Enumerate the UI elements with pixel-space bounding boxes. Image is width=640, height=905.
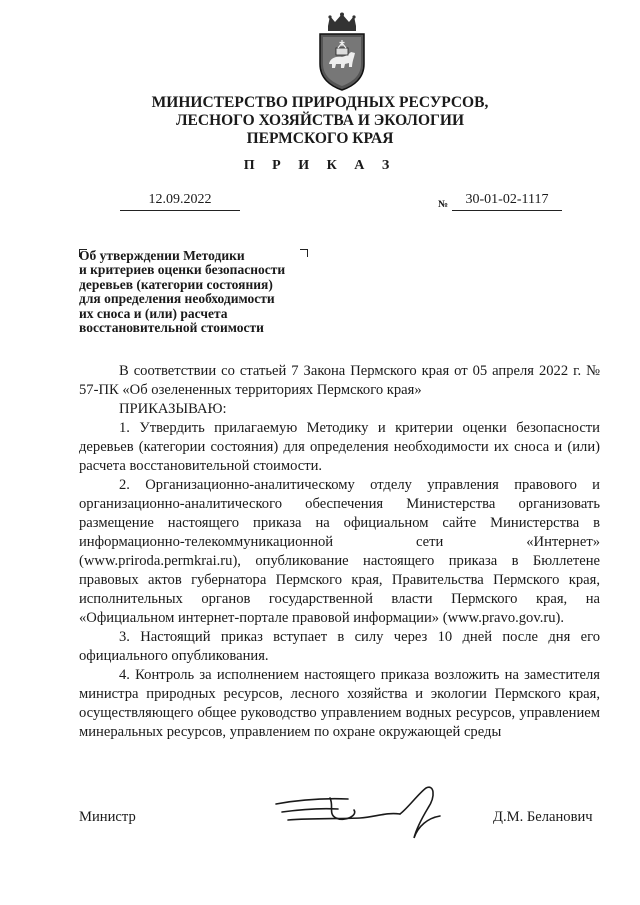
- order-subject: [79, 249, 319, 335]
- order-item: 4. Контроль за исполнением настоящего приказа возложить на заместителя министра природных ресурсов, лесного хозяйства и экологии Пермского края, осуществляющего общее руководство управлением водных ресурсов, управлением минеральных ресурсов, управлением по охране окружающей среды: [79, 667, 600, 740]
- handwritten-signature-icon: [268, 782, 443, 842]
- order-body: [79, 362, 600, 742]
- ministry-name: [0, 94, 640, 148]
- subject-line: деревьев (категории состояния): [79, 276, 273, 292]
- ministry-line: ПЕРМСКОГО КРАЯ: [246, 130, 394, 147]
- order-word: ПРИКАЗЫВАЮ:: [119, 401, 227, 417]
- ministry-line: МИНИСТЕРСТВО ПРИРОДНЫХ РЕСУРСОВ,: [151, 94, 489, 111]
- subject-line: восстановительной стоимости: [79, 320, 264, 336]
- subject-line: Об утверждении Методики: [79, 248, 245, 263]
- signatory-name: Д.М. Беланович: [493, 809, 593, 825]
- preamble-paragraph: В соответствии со статьей 7 Закона Пермского края от 05 апреля 2022 г. № 57-ПК «Об озелененных территориях Пермского края»: [79, 363, 600, 398]
- ministry-line: ЛЕСНОГО ХОЗЯЙСТВА И ЭКОЛОГИИ: [175, 112, 465, 129]
- signatory-title: Министр: [79, 809, 136, 825]
- subject-line: и критериев оценки безопасности: [79, 262, 286, 278]
- order-item: 2. Организационно-аналитическому отделу управления правового и организационно-аналитического обеспечения Министерства организовать размещение настоящего приказа на официальном сайте Министерства в информационно-телекоммуникационной сети «Интернет» (www.priroda.permkrai.ru), опубликование настоящего приказа в Бюллетене правовых актов губернатора Пермского края, Правительства Пермского края, исполнительных органов государственной власти Пермского края, на «Официальном интернет-портале правовой информации» (www.pravo.gov.ru).: [79, 477, 600, 626]
- number-sign: №: [438, 199, 449, 210]
- order-item: 1. Утвердить прилагаемую Методику и критерии оценки безопасности деревьев (категории состояния) для определения необходимости их сноса и (или) расчета восстановительной стоимости.: [79, 420, 600, 474]
- subject-line: для определения необходимости: [79, 291, 275, 307]
- coat-of-arms-icon: [316, 12, 368, 92]
- subject-line: их сноса и (или) расчета: [79, 305, 228, 321]
- document-type-title: П Р И К А З: [243, 158, 397, 173]
- order-date: 12.09.2022: [120, 192, 240, 211]
- order-number: 30-01-02-1117: [452, 192, 562, 211]
- order-item: 3. Настоящий приказ вступает в силу через 10 дней после дня его официального опубликования.: [79, 629, 600, 664]
